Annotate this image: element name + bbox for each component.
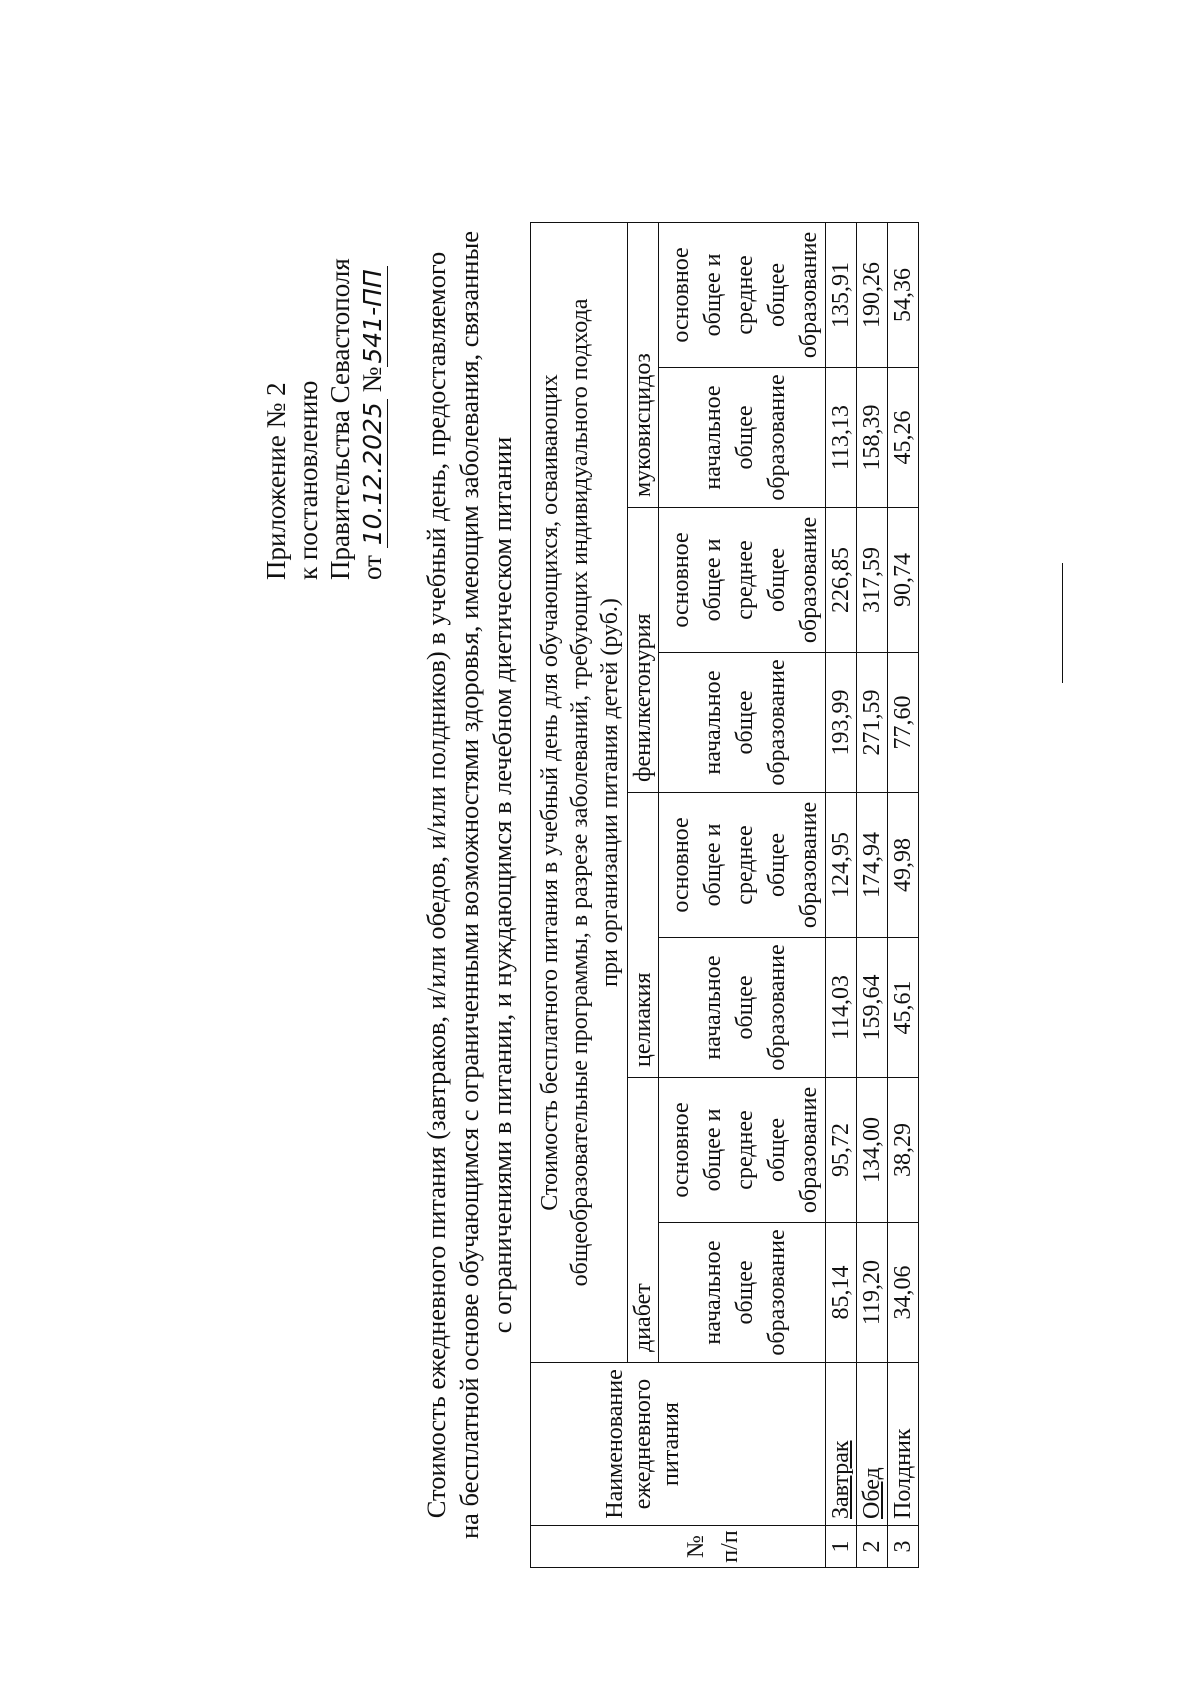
row-meal-name: Полдник	[888, 1363, 919, 1526]
value-cell: 135,91	[826, 222, 857, 367]
document-title	[420, 205, 519, 1565]
table-row	[888, 222, 919, 1567]
appendix-authority: Правительства Севастополя	[325, 258, 355, 580]
header-row-main	[531, 222, 628, 1567]
level-primary: начальное общее образование	[659, 1223, 826, 1363]
row-meal-name: Завтрак	[826, 1363, 857, 1526]
level-primary: начальное общее образование	[659, 938, 826, 1078]
end-divider	[1062, 563, 1063, 683]
value-cell: 193,99	[826, 653, 857, 793]
level-secondary: основное общее и среднее общее образование	[659, 222, 826, 367]
level-secondary: основное общее и среднее общее образование	[659, 508, 826, 653]
header-main-caption	[531, 222, 628, 1362]
table-row	[826, 222, 857, 1567]
header-num: № п/п	[531, 1526, 826, 1568]
value-cell: 38,29	[888, 1078, 919, 1223]
value-cell: 124,95	[826, 793, 857, 938]
level-secondary: основное общее и среднее общее образование	[659, 793, 826, 938]
row-num: 3	[888, 1526, 919, 1568]
value-cell: 34,06	[888, 1223, 919, 1363]
main-caption-line-1: Стоимость бесплатного питания в учебный день для обучающихся, осваивающих	[537, 374, 563, 1211]
value-cell: 54,36	[888, 222, 919, 367]
category-diabetes: диабет	[628, 1078, 659, 1363]
category-cystic-fibrosis: муковисцидоз	[628, 222, 659, 507]
cost-table	[530, 222, 919, 1568]
value-cell: 226,85	[826, 508, 857, 653]
value-cell: 134,00	[857, 1078, 888, 1223]
appendix-number: Приложение № 2	[261, 382, 291, 580]
value-cell: 158,39	[857, 368, 888, 508]
from-label: от	[357, 555, 387, 580]
value-cell: 85,14	[826, 1223, 857, 1363]
row-meal-name: Обед	[857, 1363, 888, 1526]
value-cell: 271,59	[857, 653, 888, 793]
value-cell: 49,98	[888, 793, 919, 938]
category-pku: фенилкетонурия	[628, 508, 659, 793]
main-caption-line-2: общеобразовательные программы, в разрезе заболеваний, требующих индивидуального подхода	[567, 298, 593, 1287]
document-page	[150, 105, 1200, 1705]
value-cell: 174,94	[857, 793, 888, 938]
value-cell: 45,26	[888, 368, 919, 508]
level-primary: начальное общее образование	[659, 653, 826, 793]
main-caption-line-3: при организации питания детей (руб.)	[597, 598, 623, 987]
value-cell: 77,60	[888, 653, 919, 793]
row-num: 2	[857, 1526, 888, 1568]
value-cell: 159,64	[857, 938, 888, 1078]
number-label: №	[357, 366, 387, 393]
appendix-header	[260, 120, 389, 580]
header-meal-name: Наименование ежедневного питания	[531, 1363, 826, 1526]
value-cell: 114,03	[826, 938, 857, 1078]
cost-table-container	[530, 223, 919, 1568]
table-row	[857, 222, 888, 1567]
handwritten-date: 10.12.2025	[358, 399, 388, 548]
level-secondary: основное общее и среднее общее образование	[659, 1078, 826, 1223]
title-line-1: Стоимость ежедневного питания (завтраков, и/или обедов, и/или полдников) в учебный день, предоставляемого	[421, 251, 451, 1519]
value-cell: 90,74	[888, 508, 919, 653]
category-celiac: целиакия	[628, 793, 659, 1078]
title-line-3: с ограничениями в питании, и нуждающимся в лечебном диетическом питании	[487, 436, 517, 1334]
value-cell: 113,13	[826, 368, 857, 508]
appendix-ref: к постановлению	[293, 380, 323, 580]
value-cell: 317,59	[857, 508, 888, 653]
level-primary: начальное общее образование	[659, 368, 826, 508]
value-cell: 45,61	[888, 938, 919, 1078]
title-line-2: на бесплатной основе обучающимся с ограниченными возможностями здоровья, имеющим заболевания, связанные	[454, 230, 484, 1540]
appendix-date-line	[356, 120, 389, 580]
row-num: 1	[826, 1526, 857, 1568]
value-cell: 190,26	[857, 222, 888, 367]
value-cell: 95,72	[826, 1078, 857, 1223]
value-cell: 119,20	[857, 1223, 888, 1363]
handwritten-number: 541-ПП	[358, 266, 388, 366]
